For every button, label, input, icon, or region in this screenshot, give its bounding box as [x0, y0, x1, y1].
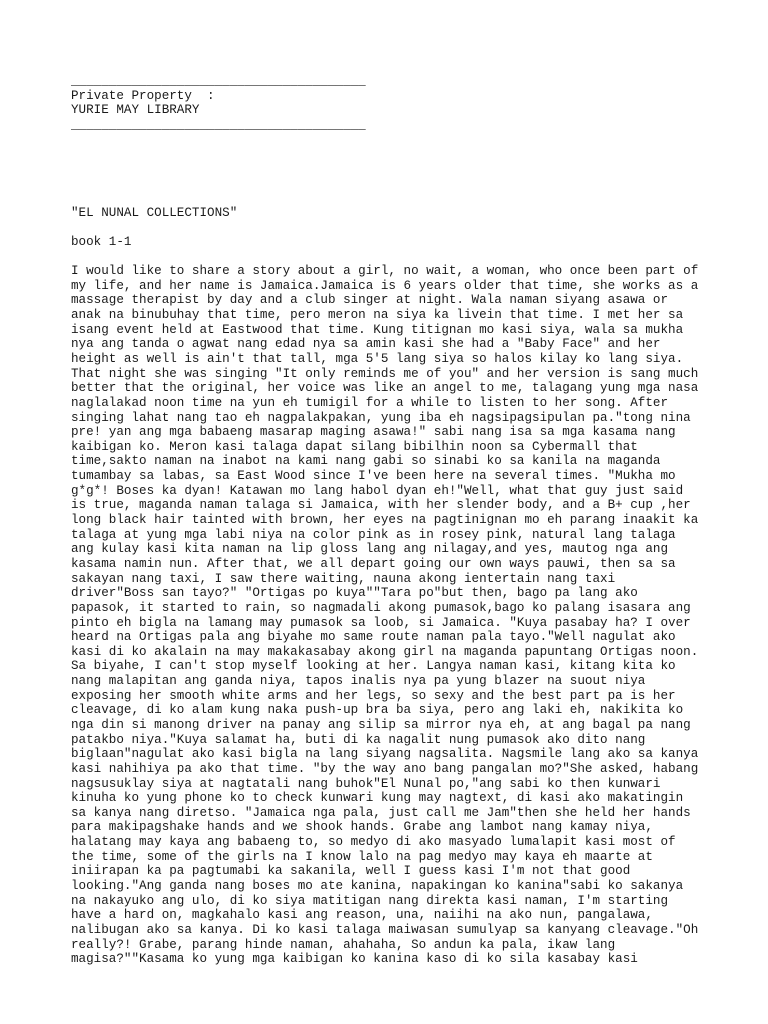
- story-line: exposing her smooth white arms and her legs, so sexy and the best part pa is her: [71, 688, 676, 703]
- document-title: "EL NUNAL COLLECTIONS": [71, 205, 238, 220]
- story-line: kasama namin nun. After that, we all depart going our own ways pauwi, then sa sa: [71, 556, 676, 571]
- story-line: my life, and her name is Jamaica.Jamaica is 6 years older that time, she works as a: [71, 278, 699, 293]
- story-line: better that the original, her voice was like an angel to me, talagang yung mga nasa: [71, 381, 699, 396]
- story-line: patakbo niya."Kuya salamat ha, buti di ka nagalit nung pumasok ako dito nang: [71, 732, 646, 747]
- story-line: naglalakad noon time na yun eh tumigil for a while to listen to her song. After: [71, 395, 669, 410]
- story-line: para makipagshake hands and we shook hands. Grabe ang lambot nang kamay niya,: [71, 820, 653, 835]
- story-line: magisa?""Kasama ko yung mga kaibigan ko kanina kaso di ko sila kasabay kasi: [71, 952, 638, 967]
- story-line: na nakayuko ang ulo, di ko siya matitigan nang direkta kasi naman, I'm starting: [71, 893, 669, 908]
- story-line: long black hair tainted with brown, her eyes na pagtinignan mo eh parang inaakit ka: [71, 513, 699, 528]
- story-line: nang malapitan ang ganda niya, tapos inalis nya pa yung blazer na suout niya: [71, 674, 646, 689]
- document-page: [71, 74, 711, 967]
- story-line: biglaan"nagulat ako kasi bigla na lang siyang nagsalita. Nagsmile lang ako sa kanya: [71, 747, 699, 762]
- spacer: [71, 249, 711, 264]
- story-line: really?! Grabe, parang hinde naman, ahahaha, So andun ka pala, ikaw lang: [71, 937, 616, 952]
- story-line: nga din si manong driver na panay ang silip sa mirror nya eh, at ang bagal pa nang: [71, 717, 691, 732]
- story-line: pre! yan ang mga babaeng masarap maging asawa!" sabi nang isa sa mga kasama nang: [71, 425, 676, 440]
- header-rule-bottom: _______________________________________: [71, 117, 366, 132]
- story-line: height as well is ain't that tall, mga 5'5 lang siya so halos kilay ko lang siya.: [71, 351, 684, 366]
- story-line: ang kulay kasi kita naman na lip gloss lang ang nilagay,and yes, mautog nga ang: [71, 542, 669, 557]
- story-line: kinuha ko yung phone ko to check kunwari kung may nagtext, di kasi ako makatingin: [71, 791, 684, 806]
- header-library-name: YURIE MAY LIBRARY: [71, 103, 200, 118]
- story-line: kasi nahihiya pa ako that time. "by the way ano bang pangalan mo?"She asked, habang: [71, 761, 699, 776]
- book-label: book 1-1: [71, 234, 132, 249]
- story-line: iniirapan ka pa pagtumabi ka sakanila, well I guess kasi I'm not that good: [71, 864, 631, 879]
- story-body: [71, 264, 711, 967]
- header-rule-top: _______________________________________: [71, 74, 366, 88]
- story-line: kasi di ko akalain na may makakasabay akong girl na maganda papuntang Ortigas noon.: [71, 644, 699, 659]
- story-line: nya ang tanda o agwat nang edad nya sa amin kasi she had a "Baby Face" and her: [71, 337, 661, 352]
- story-line: tumambay sa labas, sa East Wood since I've been here na several times. "Mukha mo: [71, 469, 676, 484]
- story-line: isang event held at Eastwood that time. Kung titignan mo kasi siya, wala sa mukha: [71, 322, 684, 337]
- story-line: singing lahat nang tao eh nagpalakpakan, yung iba eh nagsipagsipulan pa."tong nina: [71, 410, 691, 425]
- spacer: [71, 133, 711, 206]
- header-private-property: Private Property :: [71, 88, 215, 103]
- story-line: kaibigan ko. Meron kasi talaga dapat silang bibilhin noon sa Cybermall that: [71, 439, 638, 454]
- story-line: Sa biyahe, I can't stop myself looking at her. Langya naman kasi, kitang kita ko: [71, 659, 676, 674]
- story-line: pinto eh bigla na lamang may pumasok sa loob, si Jamaica. "Kuya pasabay ha? I over: [71, 615, 691, 630]
- story-line: anak na binubuhay that time, pero meron na siya ka livein that time. I met her sa: [71, 308, 684, 323]
- story-line: That night she was singing "It only reminds me of you" and her version is sang much: [71, 366, 699, 381]
- story-line: nagsusuklay siya at nagtatali nang buhok"El Nunal po,"ang sabi ko then kunwari: [71, 776, 661, 791]
- story-line: I would like to share a story about a girl, no wait, a woman, who once been part of: [71, 264, 699, 279]
- story-line: time,sakto naman na inabot na kami nang gabi so sinabi ko sa kanila na maganda: [71, 454, 661, 469]
- story-line: papasok, it started to rain, so nagmadali akong pumasok,bago ko palang isasara ang: [71, 600, 691, 615]
- story-line: looking."Ang ganda nang boses mo ate kanina, napakingan ko kanina"sabi ko sakanya: [71, 879, 684, 894]
- story-line: sa kanya nang diretso. "Jamaica nga pala, just call me Jam"then she held her hands: [71, 805, 691, 820]
- story-line: cleavage, di ko alam kung naka push-up bra ba siya, pero ang laki eh, nakikita ko: [71, 703, 684, 718]
- story-line: driver"Boss san tayo?" "Ortigas po kuya""Tara po"but then, bago pa lang ako: [71, 586, 638, 601]
- story-line: is true, maganda naman talaga si Jamaica, with her slender body, and a B+ cup ,her: [71, 498, 691, 513]
- story-line: halatang may kaya ang babaeng to, so medyo di ako masyado lumalapit kasi most of: [71, 835, 676, 850]
- story-line: massage therapist by day and a club singer at night. Wala naman siyang asawa or: [71, 293, 669, 308]
- story-line: talaga at yung mga labi niya na color pink as in rosey pink, natural lang talaga: [71, 527, 676, 542]
- story-line: heard na Ortigas pala ang biyahe mo same route naman pala tayo."Well nagulat ako: [71, 630, 676, 645]
- story-line: nalibugan ako sa kanya. Di ko kasi talaga maiwasan sumulyap sa kanyang cleavage."Oh: [71, 922, 699, 937]
- story-line: sakayan nang taxi, I saw there waiting, nauna akong ientertain nang taxi: [71, 571, 616, 586]
- story-line: have a hard on, magkahalo kasi ang reason, una, naiihi na ako nun, pangalawa,: [71, 908, 653, 923]
- story-line: g*g*! Boses ka dyan! Katawan mo lang habol dyan eh!"Well, what that guy just said: [71, 483, 684, 498]
- spacer: [71, 220, 711, 235]
- story-line: the time, some of the girls na I know lalo na pag medyo may kaya eh maarte at: [71, 849, 653, 864]
